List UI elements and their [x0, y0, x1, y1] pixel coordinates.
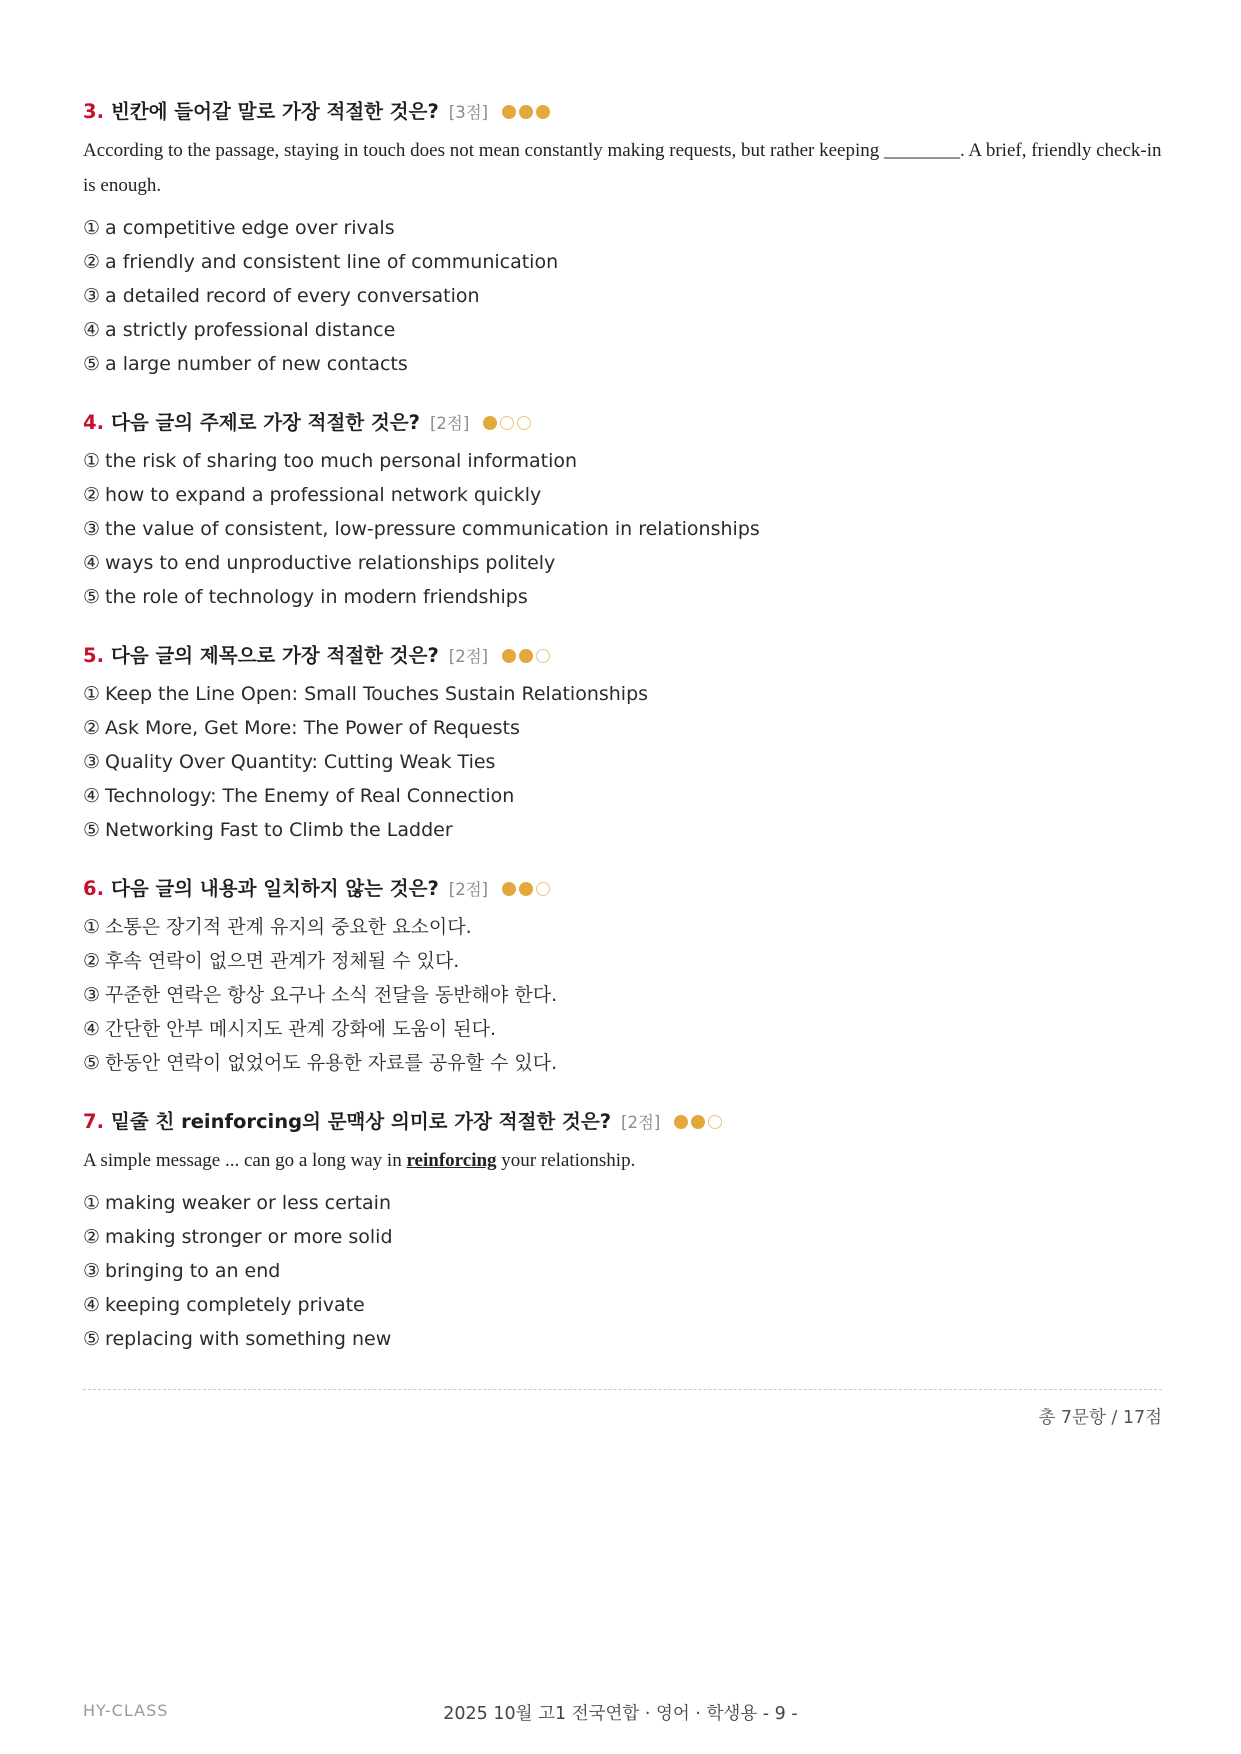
question-points: [2점]: [621, 1113, 661, 1132]
answer-options: [83, 444, 1163, 614]
option-text: 소통은 장기적 관계 유지의 중요한 요소이다.: [105, 916, 472, 938]
option-marker: ④: [83, 1018, 101, 1040]
difficulty-dot: [708, 1115, 722, 1129]
answer-option-2[interactable]: [83, 478, 1163, 512]
answer-options: [83, 910, 1163, 1080]
difficulty-dot: [502, 649, 516, 663]
difficulty-dot: [502, 882, 516, 896]
answer-option-3[interactable]: [83, 279, 1163, 313]
difficulty-dots: [674, 1107, 725, 1139]
answer-option-2[interactable]: [83, 1220, 1163, 1254]
question-3: [83, 96, 1163, 381]
option-marker: ④: [83, 552, 101, 574]
answer-option-2[interactable]: [83, 711, 1163, 745]
answer-option-1[interactable]: [83, 211, 1163, 245]
answer-option-4[interactable]: [83, 546, 1163, 580]
option-text: making stronger or more solid: [105, 1226, 393, 1248]
underlined-word: reinforcing: [406, 1150, 497, 1171]
answer-option-3[interactable]: [83, 745, 1163, 779]
question-points: [2점]: [448, 880, 489, 899]
option-marker: ②: [83, 717, 101, 739]
difficulty-dots: [483, 408, 534, 440]
option-text: 꾸준한 연락은 항상 요구나 소식 전달을 동반해야 한다.: [105, 984, 558, 1006]
option-text: bringing to an end: [105, 1260, 281, 1282]
option-text: 후속 연락이 없으면 관계가 정체될 수 있다.: [105, 950, 460, 972]
section-divider: [83, 1389, 1162, 1390]
answer-option-5[interactable]: [83, 580, 1163, 614]
answer-option-2[interactable]: [83, 944, 1163, 978]
answer-options: [83, 677, 1163, 847]
option-marker: ⑤: [83, 1328, 101, 1350]
answer-option-5[interactable]: [83, 347, 1163, 381]
option-marker: ②: [83, 484, 101, 506]
option-text: Networking Fast to Climb the Ladder: [105, 819, 453, 841]
option-text: ways to end unproductive relationships politely: [105, 552, 556, 574]
answer-option-5[interactable]: [83, 1046, 1163, 1080]
difficulty-dot: [500, 416, 514, 430]
difficulty-dots: [502, 641, 553, 673]
question-title: [83, 640, 1163, 673]
option-text: Keep the Line Open: Small Touches Sustain Relationships: [105, 683, 649, 705]
option-text: keeping completely private: [105, 1294, 365, 1316]
answer-option-3[interactable]: [83, 978, 1163, 1012]
difficulty-dot: [502, 105, 516, 119]
option-marker: ③: [83, 984, 101, 1006]
option-marker: ②: [83, 1226, 101, 1248]
option-text: a competitive edge over rivals: [105, 217, 395, 239]
option-text: a detailed record of every conversation: [105, 285, 480, 307]
option-marker: ④: [83, 785, 101, 807]
question-title: [83, 873, 1163, 906]
question-number: 7.: [83, 1110, 104, 1133]
difficulty-dot: [519, 882, 533, 896]
option-marker: ①: [83, 683, 101, 705]
option-marker: ④: [83, 1294, 101, 1316]
question-5: [83, 640, 1163, 847]
answer-option-1[interactable]: [83, 444, 1163, 478]
difficulty-dots: [502, 874, 553, 906]
option-marker: ③: [83, 751, 101, 773]
answer-options: [83, 211, 1163, 381]
question-points: [2점]: [429, 414, 470, 433]
question-title: [83, 96, 1163, 129]
question-text: 다음 글의 제목으로 가장 적절한 것은?: [110, 644, 439, 667]
option-text: Technology: The Enemy of Real Connection: [105, 785, 515, 807]
difficulty-dot: [536, 105, 550, 119]
difficulty-dot: [691, 1115, 705, 1129]
answer-option-2[interactable]: [83, 245, 1163, 279]
question-text: 다음 글의 내용과 일치하지 않는 것은?: [110, 877, 439, 900]
difficulty-dot: [536, 649, 550, 663]
question-text: 빈칸에 들어갈 말로 가장 적절한 것은?: [110, 100, 439, 123]
answer-options: [83, 1186, 1163, 1356]
option-marker: ②: [83, 950, 101, 972]
question-text: 다음 글의 주제로 가장 적절한 것은?: [110, 411, 420, 434]
option-marker: ①: [83, 450, 101, 472]
option-marker: ①: [83, 1192, 101, 1214]
difficulty-dot: [519, 105, 533, 119]
passage-excerpt: [83, 1143, 1163, 1178]
question-title: [83, 1106, 1163, 1139]
option-text: 한동안 연락이 없었어도 유용한 자료를 공유할 수 있다.: [105, 1052, 558, 1074]
option-text: Quality Over Quantity: Cutting Weak Ties: [105, 751, 496, 773]
option-text: making weaker or less certain: [105, 1192, 392, 1214]
option-text: a strictly professional distance: [105, 319, 396, 341]
question-7: [83, 1106, 1163, 1356]
option-text: the role of technology in modern friendships: [105, 586, 528, 608]
difficulty-dots: [502, 97, 553, 129]
difficulty-dot: [517, 416, 531, 430]
option-marker: ⑤: [83, 819, 101, 841]
question-points: [2점]: [448, 647, 489, 666]
footer-page-info: 2025 10월 고1 전국연합 · 영어 · 학생용 - 9 -: [443, 1704, 798, 1724]
difficulty-dot: [483, 416, 497, 430]
answer-option-4[interactable]: [83, 1012, 1163, 1046]
answer-option-1[interactable]: [83, 1186, 1163, 1220]
option-marker: ②: [83, 251, 101, 273]
answer-option-5[interactable]: [83, 813, 1163, 847]
question-number: 6.: [83, 877, 104, 900]
option-marker: ④: [83, 319, 101, 341]
answer-option-4[interactable]: [83, 779, 1163, 813]
answer-option-3[interactable]: [83, 1254, 1163, 1288]
option-text: Ask More, Get More: The Power of Requests: [105, 717, 520, 739]
question-points: [3점]: [448, 103, 489, 122]
question-text: 밑줄 친 reinforcing의 문맥상 의미로 가장 적절한 것은?: [110, 1110, 612, 1133]
option-marker: ⑤: [83, 586, 101, 608]
answer-option-3[interactable]: [83, 512, 1163, 546]
difficulty-dot: [519, 649, 533, 663]
difficulty-dot: [674, 1115, 688, 1129]
option-marker: ①: [83, 916, 101, 938]
answer-option-5[interactable]: [83, 1322, 1163, 1356]
question-6: [83, 873, 1163, 1080]
answer-option-1[interactable]: [83, 677, 1163, 711]
option-text: the value of consistent, low-pressure communication in relationships: [105, 518, 760, 540]
answer-option-4[interactable]: [83, 1288, 1163, 1322]
answer-option-4[interactable]: [83, 313, 1163, 347]
option-text: replacing with something new: [105, 1328, 392, 1350]
passage-excerpt: [83, 133, 1163, 203]
option-text: the risk of sharing too much personal information: [105, 450, 578, 472]
score-summary: 총 7문항 / 17점: [1038, 1408, 1162, 1428]
option-text: how to expand a professional network quickly: [105, 484, 542, 506]
option-marker: ③: [83, 285, 101, 307]
option-text: 간단한 안부 메시지도 관계 강화에 도움이 된다.: [105, 1018, 497, 1040]
option-marker: ⑤: [83, 1052, 101, 1074]
option-text: a large number of new contacts: [105, 353, 408, 375]
option-marker: ③: [83, 518, 101, 540]
passage-text: According to the passage, staying in touch does not mean constantly making requests, but rather keeping ________. A brief, friendly check-in is enough.: [83, 140, 1162, 196]
passage-text: A simple message ... can go a long way in: [83, 1150, 407, 1171]
option-marker: ⑤: [83, 353, 101, 375]
question-number: 4.: [83, 411, 104, 434]
passage-text: your relationship.: [496, 1150, 636, 1171]
question-number: 5.: [83, 644, 104, 667]
difficulty-dot: [536, 882, 550, 896]
option-text: a friendly and consistent line of communication: [105, 251, 559, 273]
answer-option-1[interactable]: [83, 910, 1163, 944]
question-list: [83, 96, 1163, 1382]
footer-brand: HY-CLASS: [83, 1701, 169, 1720]
question-number: 3.: [83, 100, 104, 123]
option-marker: ③: [83, 1260, 101, 1282]
question-4: [83, 407, 1163, 614]
option-marker: ①: [83, 217, 101, 239]
question-title: [83, 407, 1163, 440]
